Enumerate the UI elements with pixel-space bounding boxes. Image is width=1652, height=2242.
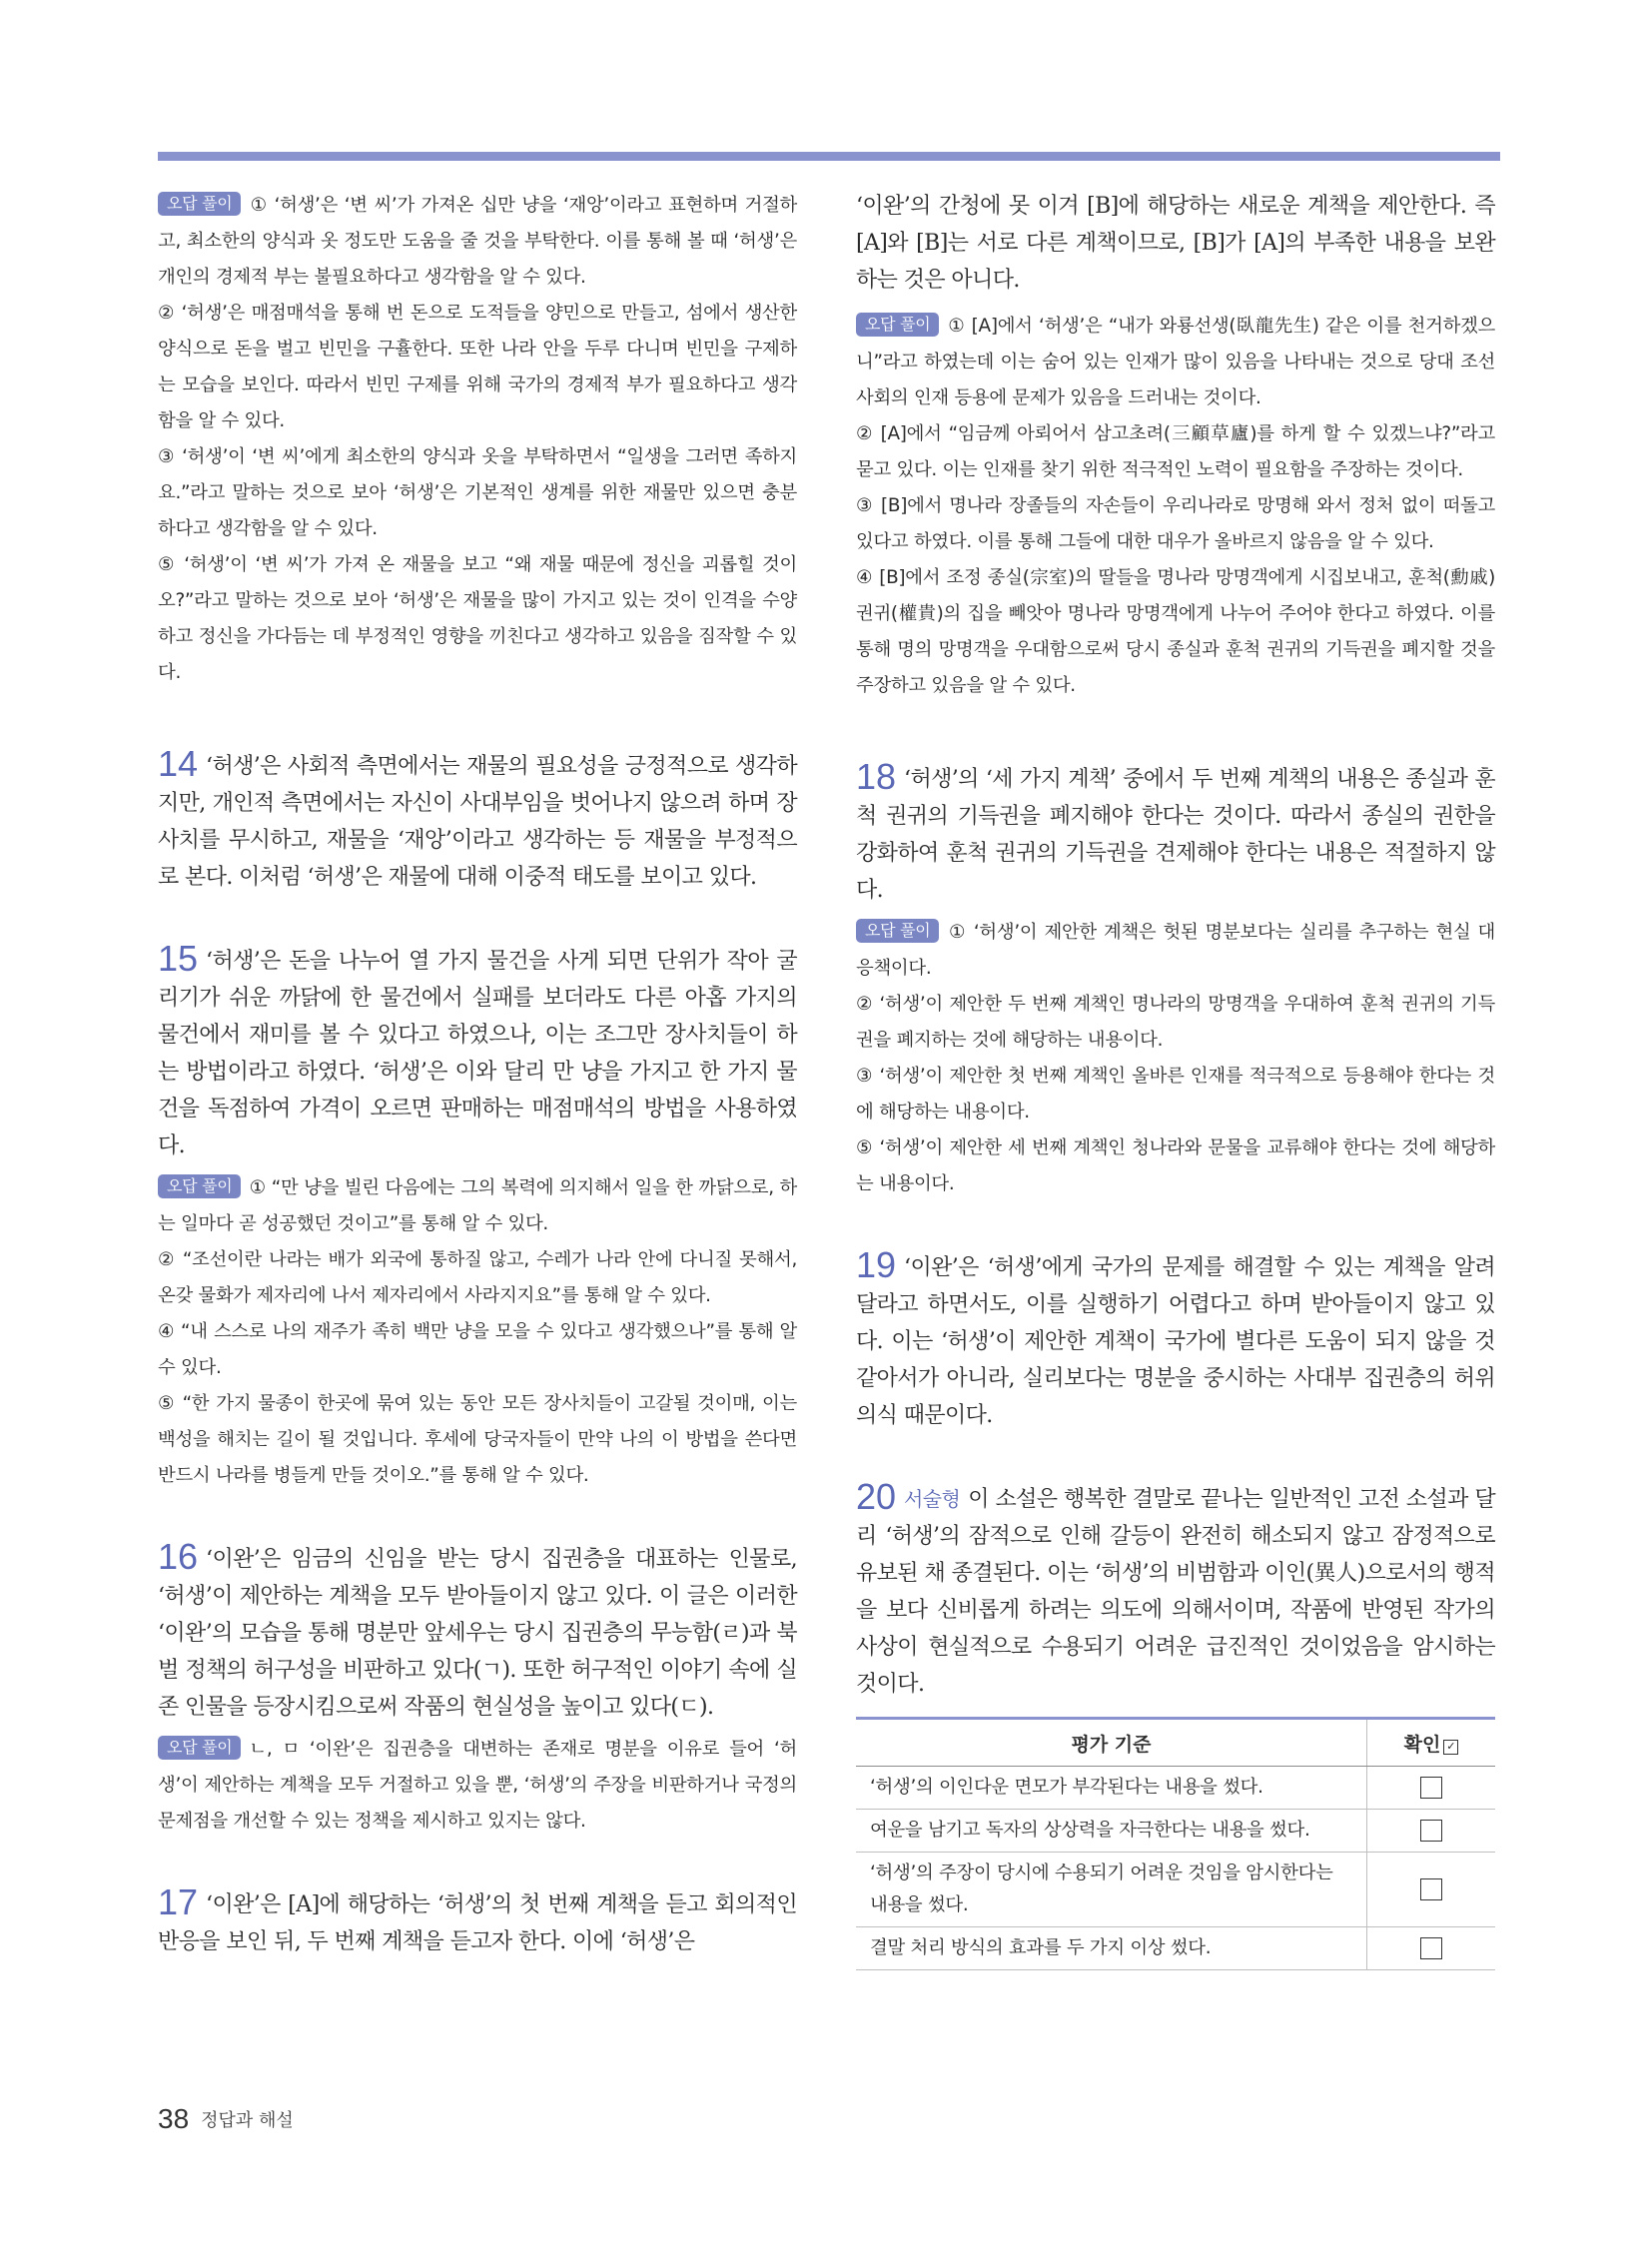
question-number: 15	[158, 938, 199, 979]
criteria-header: 평가 기준	[856, 1719, 1367, 1767]
checkbox[interactable]	[1420, 1937, 1442, 1959]
question-type-label: 서술형	[904, 1487, 961, 1511]
evaluation-table	[856, 1717, 1495, 1970]
option-line: ② “조선이란 나라는 배가 외국에 통하질 않고, 수레가 나라 안에 다니질 못해서, 온갖 물화가 제자리에 나서 제자리에서 사라지지요”를 통해 알 수 있다.	[158, 1249, 797, 1306]
answer-text: ‘허생’은 돈을 나누어 열 가지 물건을 사게 되면 단위가 작아 굴리기가 쉬운 까닭에 한 물건에서 실패를 보더라도 다른 아홉 가지의 물건에서 재미를 볼 수 있다고 하였으나, 이는 조그만 장사치들이 하는 방법이라고 하였다. ‘허생’은 이와 달리 만 냥을 가지고 한 가지 물건을 독점하여 가격이 오르면 판매하는 매점매석의 방법을 사용하였다.	[158, 949, 797, 1158]
answer-19	[856, 1246, 1495, 1434]
question-number: 18	[856, 756, 897, 797]
table-header-row	[856, 1719, 1495, 1767]
answer-text: ‘이완’은 ‘허생’에게 국가의 문제를 해결할 수 있는 계책을 알려 달라고 하면서도, 이를 실행하기 어렵다고 하며 받아들이지 않고 있다. 이는 ‘허생’이 제안한 계책이 국가에 별다른 도움이 되지 않을 것 같아서가 아니라, 실리보다는 명분을 중시하는 사대부 집권층의 허위의식 때문이다.	[856, 1255, 1495, 1428]
checkbox[interactable]	[1420, 1878, 1442, 1900]
option-line: ① ‘허생’은 ‘변 씨’가 가져온 십만 냥을 ‘재앙’이라고 표현하며 거절하고, 최소한의 양식과 옷 정도만 도움을 줄 것을 부탁한다. 이를 통해 볼 때 ‘허생’은 개인의 경제적 부는 불필요하다고 생각함을 알 수 있다.	[158, 195, 797, 288]
top-rule	[158, 152, 1500, 161]
check-cell	[1367, 1927, 1496, 1970]
wrong-answer-badge: 오답 풀이	[158, 192, 241, 216]
table-row	[856, 1767, 1495, 1810]
check-cell	[1367, 1767, 1496, 1810]
answer-text: ‘허생’의 ‘세 가지 계책’ 중에서 두 번째 계책의 내용은 종실과 훈척 권귀의 기득권을 폐지해야 한다는 것이다. 따라서 종실의 권한을 강화하여 훈척 권귀의 기득권을 견제해야 한다는 내용은 적절하지 않다.	[856, 767, 1495, 903]
answer-16	[158, 1538, 797, 1840]
criteria-cell: ‘허생’의 주장이 당시에 수용되기 어려운 것임을 암시한다는 내용을 썼다.	[856, 1853, 1367, 1927]
table-row	[856, 1927, 1495, 1970]
question-number: 17	[158, 1881, 199, 1922]
option-line: ③ [B]에서 명나라 장졸들의 자손들이 우리나라로 망명해 와서 정처 없이 떠돌고 있다고 하였다. 이를 통해 그들에 대한 대우가 올바르지 않음을 알 수 있다.	[856, 495, 1495, 552]
question-number: 19	[856, 1244, 897, 1285]
check-header-label: 확인	[1403, 1733, 1441, 1756]
check-cell	[1367, 1810, 1496, 1853]
right-column	[856, 188, 1495, 1970]
option-line: ② [A]에서 “임금께 아뢰어서 삼고초려(三顧草廬)를 하게 할 수 있겠느냐?”라고 묻고 있다. 이는 인재를 찾기 위한 적극적인 노력이 필요함을 주장하는 것이다.	[856, 423, 1495, 480]
option-line: ① ‘허생’이 제안한 계책은 헛된 명분보다는 실리를 추구하는 현실 대응책이다.	[856, 922, 1495, 979]
answer-14	[158, 745, 797, 896]
option-line: ④ “내 스스로 나의 재주가 족히 백만 냥을 모을 수 있다고 생각했으나”를 통해 알 수 있다.	[158, 1321, 797, 1378]
answer-13-explanation	[158, 188, 797, 691]
question-number: 16	[158, 1536, 199, 1577]
answer-text: ‘이완’은 임금의 신임을 받는 당시 집권층을 대표하는 인물로, ‘허생’이 제안하는 계책을 모두 받아들이지 않고 있다. 이 글은 이러한 ‘이완’의 모습을 통해 명분만 앞세우는 당시 집권층의 무능함(ㄹ)과 북벌 정책의 허구성을 비판하고 있다(ㄱ). 또한 허구적인 이야기 속에 실존 인물을 등장시킴으로써 작품의 현실성을 높이고 있다(ㄷ).	[158, 1547, 797, 1720]
answer-text: ‘이완’의 간청에 못 이겨 [B]에 해당하는 새로운 계책을 제안한다. 즉 [A]와 [B]는 서로 다른 계책이므로, [B]가 [A]의 부족한 내용을 보완하는 것은 아니다.	[856, 194, 1495, 293]
criteria-cell: 결말 처리 방식의 효과를 두 가지 이상 썼다.	[856, 1927, 1367, 1970]
criteria-cell: ‘허생’의 이인다운 면모가 부각된다는 내용을 썼다.	[856, 1767, 1367, 1810]
option-line: ⑤ ‘허생’이 제안한 세 번째 계책인 청나라와 문물을 교류해야 한다는 것에 해당하는 내용이다.	[856, 1137, 1495, 1194]
question-number: 20	[856, 1476, 897, 1517]
answer-18	[856, 758, 1495, 1202]
checkbox[interactable]	[1420, 1820, 1442, 1842]
wrong-answer-badge: 오답 풀이	[158, 1174, 241, 1198]
option-line: ④ [B]에서 조정 종실(宗室)의 딸들을 명나라 망명객에게 시집보내고, 훈척(勳戚) 권귀(權貴)의 집을 빼앗아 명나라 망명객에게 나누어 주어야 한다고 하였다. 이를 통해 명의 망명객을 우대함으로써 당시 종실과 훈척 권귀의 기득권을 폐지할 것을 주장하고 있음을 알 수 있다.	[856, 567, 1495, 696]
wrong-answer-badge: 오답 풀이	[158, 1736, 241, 1760]
wrong-answer-badge: 오답 풀이	[856, 313, 939, 337]
option-line: ③ ‘허생’이 제안한 첫 번째 계책인 올바른 인재를 적극적으로 등용해야 한다는 것에 해당하는 내용이다.	[856, 1066, 1495, 1122]
option-line: ① “만 냥을 빌린 다음에는 그의 복력에 의지해서 일을 한 까닭으로, 하는 일마다 곧 성공했던 것이고”를 통해 알 수 있다.	[158, 1177, 797, 1234]
page-number: 38	[158, 2103, 190, 2134]
answer-17	[158, 1883, 797, 1960]
footer-label: 정답과 해설	[201, 2110, 294, 2131]
option-line: ② ‘허생’은 매점매석을 통해 번 돈으로 도적들을 양민으로 만들고, 섬에서 생산한 양식으로 돈을 벌고 빈민을 구휼한다. 또한 나라 안을 두루 다니며 빈민을 구제하는 모습을 보인다. 따라서 빈민 구제를 위해 국가의 경제적 부가 필요하다고 생각함을 알 수 있다.	[158, 303, 797, 431]
answer-text: ‘이완’은 [A]에 해당하는 ‘허생’의 첫 번째 계책을 듣고 회의적인 반응을 보인 뒤, 두 번째 계책을 듣고자 한다. 이에 ‘허생’은	[158, 1892, 797, 1954]
option-line: ③ ‘허생’이 ‘변 씨’에게 최소한의 양식과 옷을 부탁하면서 “일생을 그러면 족하지요.”라고 말하는 것으로 보아 ‘허생’은 기본적인 생계를 위한 재물만 있으면 충분하다고 생각함을 알 수 있다.	[158, 446, 797, 539]
question-number: 14	[158, 743, 199, 784]
answer-text: ‘허생’은 사회적 측면에서는 재물의 필요성을 긍정적으로 생각하지만, 개인적 측면에서는 자신이 사대부임을 벗어나지 않으려 하며 장사치를 무시하고, 재물을 ‘재앙’이라고 생각하는 등 재물을 부정적으로 본다. 이처럼 ‘허생’은 재물에 대해 이중적 태도를 보이고 있다.	[158, 754, 797, 890]
answer-15	[158, 940, 797, 1494]
table-row	[856, 1810, 1495, 1853]
criteria-cell: 여운을 남기고 독자의 상상력을 자극한다는 내용을 썼다.	[856, 1810, 1367, 1853]
option-line: ⑤ “한 가지 물종이 한곳에 묶여 있는 동안 모든 장사치들이 고갈될 것이매, 이는 백성을 해치는 길이 될 것입니다. 후세에 당국자들이 만약 나의 이 방법을 쓴다면 반드시 나라를 병들게 만들 것이오.”를 통해 알 수 있다.	[158, 1393, 797, 1486]
answer-20	[856, 1478, 1495, 1970]
option-line: ⑤ ‘허생’이 ‘변 씨’가 가져 온 재물을 보고 “왜 재물 때문에 정신을 괴롭힐 것이오?”라고 말하는 것으로 보아 ‘허생’은 재물을 많이 가지고 있는 것이 인격을 수양하고 정신을 가다듬는 데 부정적인 영향을 끼친다고 생각하고 있음을 짐작할 수 있다.	[158, 554, 797, 683]
option-line: ② ‘허생’이 제안한 두 번째 계책인 명나라의 망명객을 우대하여 훈척 권귀의 기득권을 폐지하는 것에 해당하는 내용이다.	[856, 994, 1495, 1051]
answer-17-continued	[856, 188, 1495, 704]
wrong-answer-badge: 오답 풀이	[856, 919, 939, 943]
answer-text: 이 소설은 행복한 결말로 끝나는 일반적인 고전 소설과 달리 ‘허생’의 잠적으로 인해 갈등이 완전히 해소되지 않고 잠정적으로 유보된 채 종결된다. 이는 ‘허생’의 비범함과 이인(異人)으로서의 행적을 보다 신비롭게 하려는 의도에 의해서이며, 작품에 반영된 작가의 사상이 현실적으로 수용되기 어려운 급진적인 것이었음을 암시하는 것이다.	[856, 1487, 1495, 1697]
check-header	[1367, 1719, 1496, 1767]
option-line: ㄴ, ㅁ ‘이완’은 집권층을 대변하는 존재로 명분을 이유로 들어 ‘허생’이 제안하는 계책을 모두 거절하고 있을 뿐, ‘허생’의 주장을 비판하거나 국정의 문제점을 개선할 수 있는 정책을 제시하고 있지는 않다.	[158, 1739, 797, 1832]
table-row	[856, 1853, 1495, 1927]
checkbox[interactable]	[1420, 1777, 1442, 1799]
check-cell	[1367, 1853, 1496, 1927]
left-column	[158, 188, 797, 1960]
checkbox-checked-icon: ✓	[1443, 1740, 1458, 1755]
option-line: ① [A]에서 ‘허생’은 “내가 와룡선생(臥龍先生) 같은 이를 천거하겠으니”라고 하였는데 이는 숨어 있는 인재가 많이 있음을 나타내는 것으로 당대 조선 사회의 인재 등용에 문제가 있음을 드러내는 것이다.	[856, 316, 1495, 408]
page-footer	[158, 2103, 294, 2135]
